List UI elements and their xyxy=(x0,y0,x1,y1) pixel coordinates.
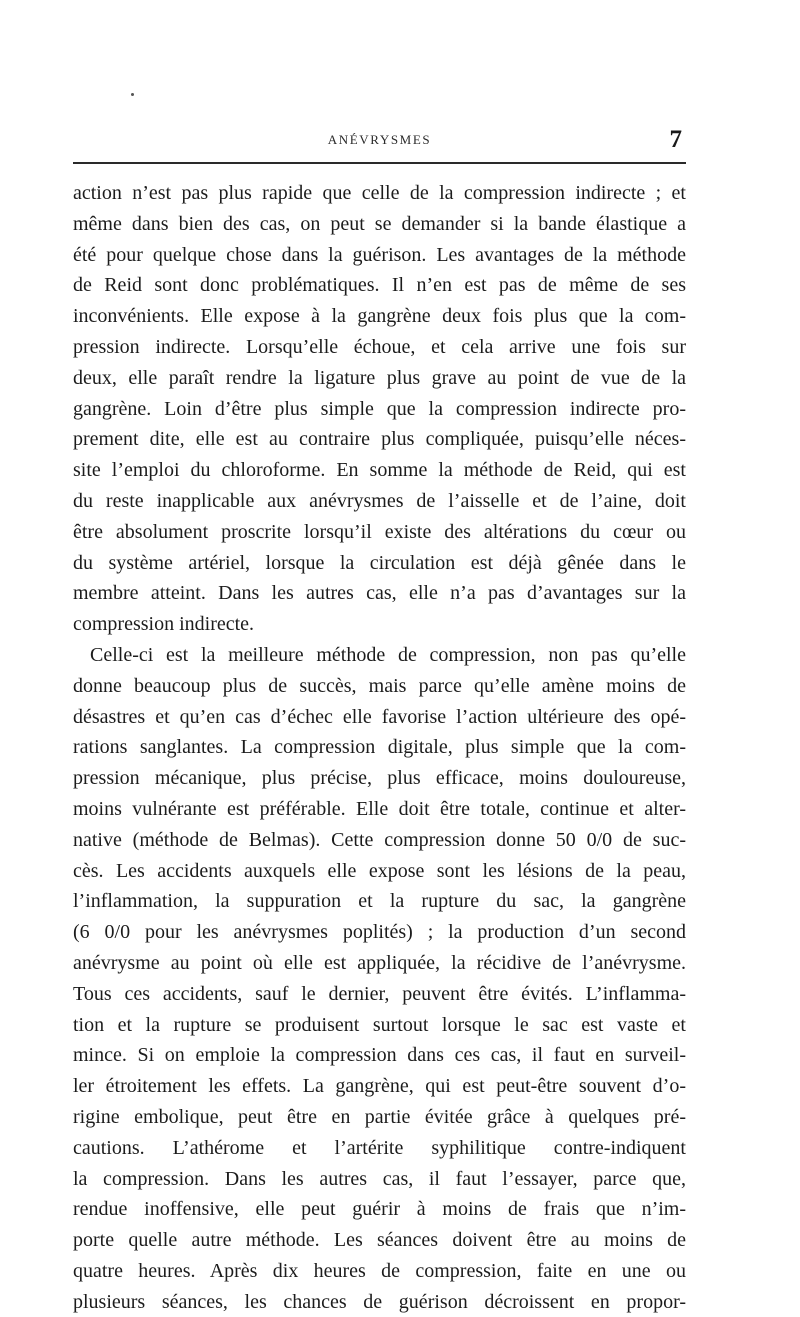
running-title: ANÉVRYSMES xyxy=(327,132,432,147)
text-line: l’inflammation, la suppuration et la rupture du sac, la gangrène xyxy=(73,890,686,913)
text-line: anévrysme au point où elle est appliquée, la récidive de l’anévrysme. xyxy=(73,951,686,974)
text-line: native (méthode de Belmas). Cette compression donne 50 0/0 de suc- xyxy=(73,828,686,851)
text-line: inconvénients. Elle expose à la gangrène deux fois plus que la com- xyxy=(73,305,686,328)
text-line: rendue inoffensive, elle peut guérir à moins de frais que n’im- xyxy=(73,1198,686,1221)
text-line: deux, elle paraît rendre la ligature plus grave au point de vue de la xyxy=(73,366,686,389)
text-line: plusieurs séances, les chances de guérison décroissent en propor- xyxy=(73,1290,686,1313)
body-text xyxy=(73,178,686,1317)
ink-speck xyxy=(131,93,134,96)
text-line: pression indirecte. Lorsqu’elle échoue, et cela arrive une fois sur xyxy=(73,335,686,358)
text-line: Celle-ci est la meilleure méthode de compression, non pas qu’elle xyxy=(90,643,686,666)
text-line: action n’est pas plus rapide que celle de la compression indirecte ; et xyxy=(73,182,686,204)
text-line: du système artériel, lorsque la circulation est déjà gênée dans le xyxy=(73,551,686,574)
text-line: du reste inapplicable aux anévrysmes de l’aisselle et de l’aine, doit xyxy=(73,489,686,512)
text-line: cautions. L’athérome et l’artérite syphilitique contre-indiquent xyxy=(73,1136,686,1159)
text-line: même dans bien des cas, on peut se demander si la bande élastique a xyxy=(73,212,686,235)
text-line: été pour quelque chose dans la guérison. Les avantages de la méthode xyxy=(73,243,686,266)
running-header xyxy=(73,126,686,156)
text-line: moins vulnérante est préférable. Elle doit être totale, continue et alter- xyxy=(73,797,686,820)
text-line: rigine embolique, peut être en partie évitée grâce à quelques pré- xyxy=(73,1105,686,1128)
text-line: compression indirecte. xyxy=(73,613,255,636)
text-line: quatre heures. Après dix heures de compression, faite en une ou xyxy=(73,1259,686,1282)
text-line: ler étroitement les effets. La gangrène, qui est peut-être souvent d’o- xyxy=(73,1075,686,1098)
text-line: de Reid sont donc problématiques. Il n’en est pas de même de ses xyxy=(73,274,686,297)
text-line: prement dite, elle est au contraire plus compliquée, puisqu’elle néces- xyxy=(73,428,686,451)
text-line: rations sanglantes. La compression digitale, plus simple que la com- xyxy=(73,736,686,759)
text-line: donne beaucoup plus de succès, mais parce qu’elle amène moins de xyxy=(73,674,686,697)
header-rule xyxy=(73,162,686,164)
page-number: 7 xyxy=(669,126,682,153)
text-line: être absolument proscrite lorsqu’il existe des altérations du cœur ou xyxy=(73,520,686,543)
text-line: (6 0/0 pour les anévrysmes poplités) ; la production d’un second xyxy=(73,921,686,944)
text-line: tion et la rupture se produisent surtout lorsque le sac est vaste et xyxy=(73,1013,686,1036)
text-line: membre atteint. Dans les autres cas, elle n’a pas d’avantages sur la xyxy=(73,582,686,605)
text-line: désastres et qu’en cas d’échec elle favorise l’action ultérieure des opé- xyxy=(73,705,686,728)
text-line: Tous ces accidents, sauf le dernier, peuvent être évités. L’inflamma- xyxy=(73,982,686,1005)
text-line: la compression. Dans les autres cas, il faut l’essayer, parce que, xyxy=(73,1167,686,1190)
text-line: gangrène. Loin d’être plus simple que la compression indirecte pro- xyxy=(73,397,686,420)
text-line: pression mécanique, plus précise, plus efficace, moins douloureuse, xyxy=(73,767,686,790)
text-line: porte quelle autre méthode. Les séances doivent être au moins de xyxy=(73,1229,686,1252)
text-line: mince. Si on emploie la compression dans ces cas, il faut en surveil- xyxy=(73,1044,686,1067)
text-line: site l’emploi du chloroforme. En somme la méthode de Reid, qui est xyxy=(73,459,686,482)
text-line: cès. Les accidents auxquels elle expose sont les lésions de la peau, xyxy=(73,859,686,882)
